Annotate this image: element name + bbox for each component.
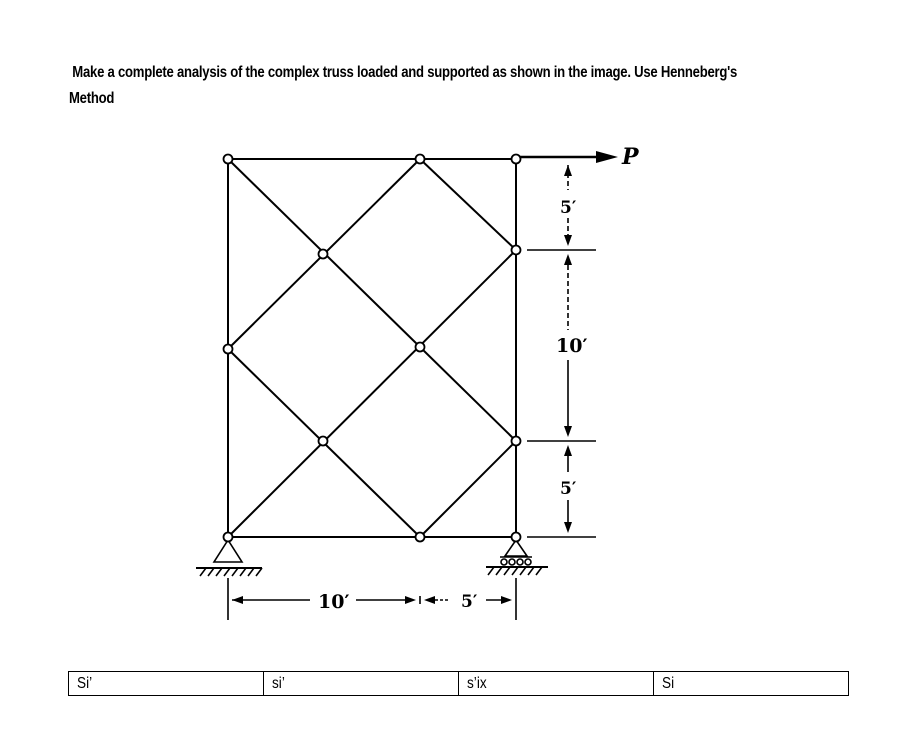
- table-cell: [264, 672, 459, 696]
- dim-top-label: 5′: [560, 198, 577, 218]
- table-cell: [69, 672, 264, 696]
- table-cell: [459, 672, 654, 696]
- dim-middle-label: 10′: [556, 335, 588, 357]
- problem-line-2: Method: [69, 90, 115, 107]
- member-diagonal: [420, 441, 516, 537]
- table-header-six-prime: s’ix: [467, 674, 487, 692]
- truss-members: [228, 159, 516, 537]
- table-row: [69, 672, 849, 696]
- roller-support-right: [486, 540, 548, 575]
- table-header-si-prime: si’: [272, 674, 285, 692]
- table-header-Si-prime: Si’: [77, 674, 93, 692]
- pin-support-left: [196, 540, 262, 576]
- joint: [416, 155, 425, 164]
- joint: [512, 155, 521, 164]
- member-diagonal: [228, 250, 516, 537]
- table-cell: [654, 672, 849, 696]
- joint: [512, 246, 521, 255]
- member-diagonal: [228, 159, 516, 441]
- dim-horizontal-right-label: 5′: [461, 592, 478, 612]
- joint: [512, 533, 521, 542]
- joint: [416, 533, 425, 542]
- table-header-Si: Si: [662, 674, 675, 692]
- load-arrow: [516, 151, 618, 163]
- joint: [224, 155, 233, 164]
- joint: [224, 533, 233, 542]
- dim-horizontal-left-label: 10′: [318, 591, 350, 613]
- joint: [319, 437, 328, 446]
- results-table: [68, 671, 849, 696]
- member-diagonal: [420, 159, 516, 250]
- joint: [512, 437, 521, 446]
- joint: [319, 250, 328, 259]
- load-label: P: [622, 144, 639, 170]
- dim-bottom-label: 5′: [560, 479, 577, 499]
- joint: [416, 343, 425, 352]
- joint: [224, 345, 233, 354]
- problem-line-1: Make a complete analysis of the complex truss loaded and supported as shown in the image. Use Henneberg's: [72, 64, 738, 81]
